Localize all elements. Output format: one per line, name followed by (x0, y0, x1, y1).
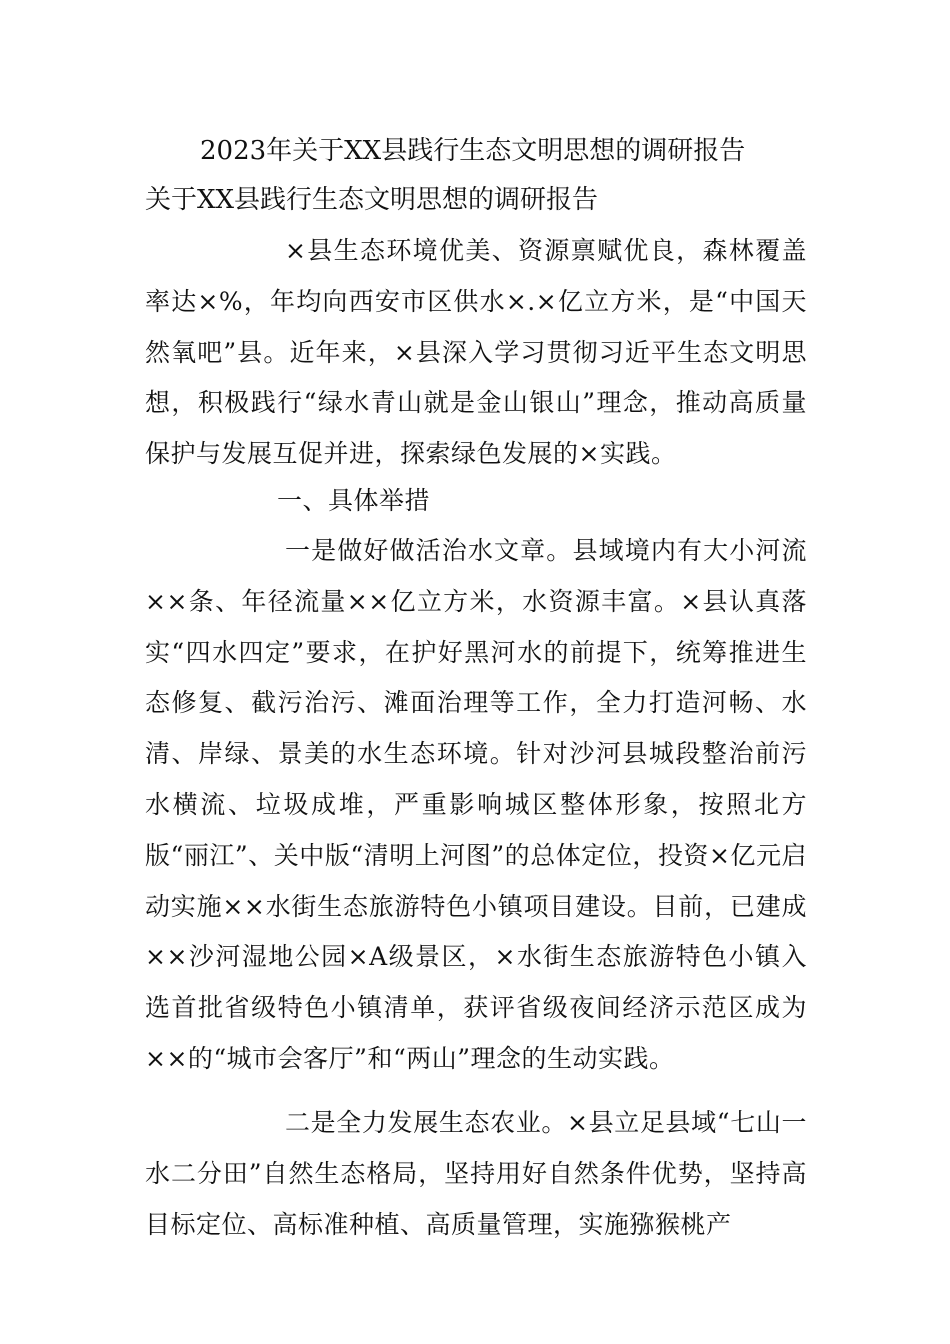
document-subtitle: 关于XX县践行生态文明思想的调研报告 (145, 185, 599, 215)
document-title: 2023年关于XX县践行生态文明思想的调研报告 (200, 136, 746, 166)
body-paragraph-water: 一是做好做活治水文章。县域境内有大小河流××条、年径流量××亿立方米，水资源丰富。×县认真落实“四水四定”要求，在护好黑河水的前提下，统筹推进生态修复、截污治污、滩面治理等工作，全力打造河畅、水清、岸绿、景美的水生态环境。针对沙河县城段整治前污水横流、垃圾成堆，严重影响城区整体形象，按照北方版“丽江”、关中版“清明上河图”的总体定位，投资×亿元启动实施××水街生态旅游特色小镇项目建设。目前，已建成××沙河湿地公园×A级景区，×水街生态旅游特色小镇入选首批省级特色小镇清单，获评省级夜间经济示范区成为××的“城市会客厅”和“两山”理念的生动实践。 (145, 536, 807, 1073)
body-paragraph-agriculture: 二是全力发展生态农业。×县立足县域“七山一水二分田”自然生态格局，坚持用好自然条件优势，坚持高目标定位、高标准种植、高质量管理，实施猕猴桃产 (145, 1108, 807, 1239)
intro-paragraph: ×县生态环境优美、资源禀赋优良，森林覆盖率达×%，年均向西安市区供水×.×亿立方米，是“中国天然氧吧”县。近年来，×县深入学习贯彻习近平生态文明思想，积极践行“绿水青山就是金山银山”理念，推动高质量保护与发展互促并进，探索绿色发展的×实践。 (145, 236, 807, 469)
section-heading: 一、具体举措 (277, 486, 431, 515)
